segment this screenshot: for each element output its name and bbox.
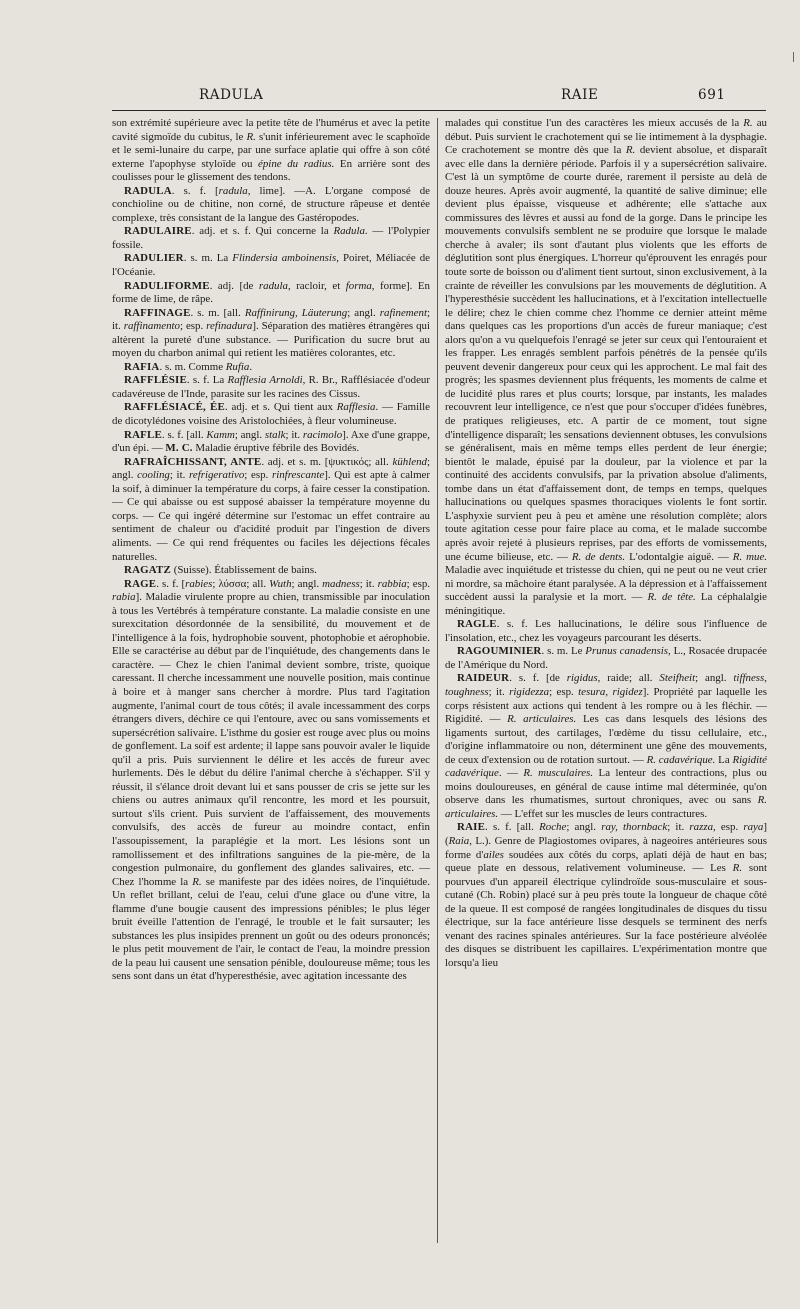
entry-italic-text: Raffinirung, Läuterung [244,306,348,319]
entry-text: ; angl. [291,577,323,590]
dictionary-entry [112,578,430,984]
entry-italic-text: ailes [483,848,504,861]
entry-headword: RADULIFORME [124,279,210,292]
entry-italic-text: épine du radius. [258,157,335,170]
entry-headword: RAFFLÉSIACÉ, ÉE [124,401,225,414]
entry-text: . adj. [de [209,279,259,292]
entry-italic-text: Rafflesia Arnoldi [227,374,303,387]
entry-text: ; λύσσα; all. [212,577,270,590]
entry-text: son extrémité supérieure avec la petite tête de l'humérus et avec la petite cavité sigmoïde du cubitus, le [112,117,430,143]
entry-italic-text: refrigerativo [189,469,245,482]
entry-text: , R. Br., Rafflésiacée d'odeur cadavéreuse de l'Inde, parasite sur les racines des Cissus. [112,374,430,400]
entry-text: . adj. et s. m. [ψυκτικός; all. [261,455,393,468]
entry-italic-text: razza [689,821,714,834]
dictionary-entry [112,185,430,226]
entry-italic-text: Steifheit [659,672,696,685]
entry-text: En arrière sont des coulisses pour le glissement des tendons. [112,157,430,184]
entry-text: Maladie avec inquiétude et tristesse du chien, qui ne peut ou ne veut crier ni mordre, sa mâchoire étant paralysée. A la dépression et à l'affaissement succèdent aussi la paralysie et la mort. — [445,564,767,604]
entry-text: , L.). Genre de Plagiostomes ovipares, à nageoires antérieures sous forme d' [445,834,767,861]
entry-text: . s. f. Les hallucinations, le délire sous l'influence de l'insolation, etc., chez les voyageurs parcourant les déserts. [445,618,767,644]
entry-text: ] ( [445,821,767,847]
entry-italic-text: raya [743,821,764,834]
entry-text: . s. f. [ [156,577,186,590]
entry-text: . s. f. [de [509,672,567,685]
entry-italic-text: Rufia [225,360,250,373]
entry-italic-text: rabies [185,577,213,590]
scan-mark [793,52,794,62]
entry-text: La lenteur des contractions, plus ou moins douloureuses, en général de cause intime mal déterminée, qu'on observe dans les rhumatismes, surtout chroniques, avec ou sans [445,767,767,807]
entry-text: — L'effet sur les muscles de leurs contractures. [498,807,708,820]
left-column [112,117,430,1252]
entry-italic-text: Rafflesia [336,401,376,414]
entry-headword: RAFLE [124,428,162,441]
dictionary-entry [112,307,430,361]
entry-text: La [715,753,733,766]
entry-italic-text: kühlend [392,455,427,468]
entry-text: ; it. [667,821,690,834]
entry-text: . s. f. [all. [161,428,207,441]
entry-text: ; it. [488,685,510,698]
entry-text: , esp. [713,821,744,834]
entry-text: , forme]. En forme de lime, de râpe. [112,279,430,306]
entry-headword: RAFFINAGE [124,306,191,319]
page-number: 691 [698,87,726,103]
entry-text: Les cas dans lesquels des lésions des ligaments surtout, des cartilages, l'œdème du tissu cellulaire, etc., d'origine inflammatoire ou non, déterminent une gêne des mouvements, de ceux d'extension ou de rotation surtout. — [445,713,767,766]
entry-headword: RAFFLÉSIE [124,374,187,387]
entry-text: ]. Axe d'une grappe, d'un épi. — [112,428,430,455]
entry-text: ; esp. [406,577,430,590]
entry-text: . — Famille de dicotylédones voisine des Aristolochiées, à fleur volumineuse. [112,401,430,428]
entry-italic-text: R. mue. [732,550,767,563]
entry-text: ; esp. [549,685,579,698]
entry-text: , raide; all. [597,672,660,685]
entry-headword: RADULIER [124,252,184,265]
dictionary-entry [112,401,430,428]
entry-text: . adj. et s. f. Qui concerne la [191,225,334,238]
entry-italic-text: R. articulaires. [507,713,577,726]
entry-text: , racloir, et [287,279,346,292]
entry-text: ; it. [285,428,303,441]
entry-text: ]. Propriété par laquelle les corps résistent aux actions qui tendent à les rompre ou à les fléchir. — Rigidité. — [445,685,767,726]
dictionary-entry [112,456,430,564]
entry-italic-text: radula [258,279,288,292]
entry-italic-text: R. [246,130,256,143]
entry-italic-text: tesura, rigidez [578,685,643,698]
entry-italic-text: R. musculaires. [523,767,594,780]
entry-italic-text: Wuth [269,577,292,590]
entry-text: . s. m. Le [541,645,586,658]
dictionary-entry [112,117,430,185]
entry-headword: M. C. [165,442,193,455]
entry-italic-text: R. de dents. [571,550,626,563]
dictionary-entry [445,672,767,821]
dictionary-entry [112,225,430,252]
entry-text: au début. Puis survient le crachotement qui se lie intimement à la dysphagie. Ce crachotement se montre dès que la [445,117,767,157]
dictionary-entry [112,252,430,279]
entry-text: s'unit inférieurement avec le scaphoïde et le semi-lunaire du carpe, par une surface aplatie qui offre à son côté externe l'apophyse styloïde ou [112,130,430,170]
entry-italic-text: racimolo [302,428,343,441]
entry-text: ]. Séparation des matières étrangères qui altèrent la pureté d'une substance. — Purification du sucre brut au moyen du charbon animal qui retient les matières colorantes, etc. [112,320,430,360]
entry-headword: RAFIA [124,360,160,373]
entry-italic-text: R. de tête. [647,591,696,604]
entry-text: devient absolue, et disparaît avec elle dans la dernière période. Parfois il y a supersécrétion salivaire. C'est là un symptôme de courte durée, rarement il persiste au delà de douze heures. Après avoir augmenté, la quantité de salive diminue; elle devient plus épaisse, visqueuse et adhérente; elle s'attache aux commissures des lèvres et aussi au fond de la gorge. Dans le principe les mouvements convulsifs semblent ne se produire que lorsque le malade cherche à avaler; ils sont d'autant plus violents que les efforts de déglutition sont plus énergiques. L'horreur qu'éprouvent les enragés pour toute sorte de boisson ou d'aliment tient surtout, sinon exclusivement, à la crainte de réveiller les convulsions par les mouvements de déglutition. A l'hyperesthésie succèdent les hallucinations, et à l'excitation intellectuelle le délire; chez le chien comme chez l'homme ce dernier atteint même dans quelques cas les proportions d'un accès de fureur maniaque; c'est alors qu'on a vu quelquefois l'enragé se jeter sur ceux qui l'entouraient et les frapper. Les enragés semblent parfois pénétrés de la pensée qu'ils peuvent devenir dangereux pour ceux qui les approchent. Le mal fait des progrès; les spasmes deviennent plus fréquents, les moments de calme et de lucidité plus rares et plus courts; lorsque, par instants, les malades recouvrent leur intelligence, ce n'est que pour s'occuper d'idées funèbres, de pratiques religieuses, etc. A partir de ce moment, tout signe d'intelligence disparaît; les sensations deviennent obtuses, les convulsions se généralisent, mais en même temps elles perdent de leur énergie; bientôt le malade, épuisé par la douleur, par la violence et par la continuité des accidents convulsifs, par la privation absolue d'aliments, tombe dans un état d'affaissement dont, de temps en temps, quelques hallucinations ou quelques spasmes thoraciques violents le font sortir. L'asphyxie survient peu à peu et amène une résolution complète; alors toute agitation cesse pour faire place au coma, et le malade succombe après avoir rejeté à plusieurs reprises, par des efforts de vomissements, une écume bilieuse, etc. — [445,144,767,563]
entry-text: ]. Qui est apte à calmer la soif, à diminuer la température du corps, à faire cesser la constipation. — Ce qui abaisse ou est supposé abaisser la température moyenne du corps. — Ce qui ingéré détermine sur l'estomac un effet contraire au sentiment de chaleur ou d'acidité produit par l'ingestion de divers aliments. — Ce qui rend fréquentes ou faciles les déjections fécales naturelles. [112,469,430,563]
header-rule [112,110,766,111]
entry-text: La céphalalgie méningitique. [445,591,767,617]
entry-italic-text: rabbia [377,577,407,590]
entry-text: ; esp. [180,320,207,333]
entry-italic-text: rinfrescante [271,469,325,482]
entry-italic-text: Prunus canadensis [585,645,669,658]
entry-italic-text: Roche [539,821,567,834]
running-header [0,87,800,111]
entry-italic-text: Radula [333,225,365,238]
right-column [445,117,767,1252]
header-right-guide-word: RAIE [561,87,599,103]
dictionary-entry [445,821,767,970]
entry-text: (Suisse). Établissement de bains. [171,564,317,577]
entry-text: ; angl. [112,455,430,482]
entry-italic-text: R. [743,117,753,129]
dictionary-entry [112,374,430,401]
entry-text: ]. Maladie virulente propre au chien, transmissible par inoculation à tous les Vertébrés à température constante. La maladie consiste en une surexcitation désordonnée de la sensibilité, du mouvement et de l'intelligence à la fois, hydrophobie souvent, photophobie et aérophobie. Elle se caractérise au début par de l'inquiétude, des changements dans le caractère. — Chez le chien l'animal devient sombre, triste, quoique caressant. Il cherche incessamment une nouvelle position, mais continue à boire et à manger sans chercher à mordre. Plus tard l'agitation augmente, l'animal court de tous côtés; il avale incessamment des corps étrangers divers, déchire ce qui l'entoure, avec ou sans vomissements et supersécrétion salivaire. L'isthme du gosier est rouge avec plus ou moins de gonflement. La soif est ardente; il lappe sans pouvoir avaler le liquide qu'il a pris. Puis surviennent le délire et les accès de fureur avec hurlements. Dès le début du délire l'animal cherche à s'échapper. S'il y réussit, il s'élance droit devant lui et sans pousser de cris se jette sur les chiens ou autres animaux qu'il rencontre, les mord et les poursuit, surtout s'ils crient. Puis survient de l'affaissement, des mouvements convulsifs, des accès de fureur au moindre contact, enfin l'assoupissement, la paraplégie et la mort. Les lésions sont un ramollissement et des infiltrations sanguines de la pie-mère, de la congestion pulmonaire, du gonflement des glandes salivaires, etc. — Chez l'homme la [112,591,430,888]
entry-text: ; angl. [347,306,380,319]
entry-text: se manifeste par des idées noires, de l'inquiétude. Un reflet brillant, celui de l'eau, celui d'une glace ou d'une vitre, la flamme d'une bougie causent des impressions pénibles; le plus léger bruit éveille l'attention de l'enragé, le trouble et le fait sursauter; les substances les plus insipides prennent un goût ou des odeurs prononcés; le plus petit mouvement de l'air, le contact de l'eau, la moindre pression de la peau lui causent une sensation pénible, douloureuse même; tous les sens sont dans un état d'hyperesthésie, avec agitation incessante des [112,875,430,983]
entry-italic-text: tiffness, toughness [445,672,767,698]
entry-text: malades qui constitue l'un des caractères les mieux accusés de la [445,117,744,129]
entry-italic-text: R. [192,875,202,888]
entry-italic-text: refinadura [206,320,253,333]
entry-headword: RAFRAÎCHISSANT, ANTE [124,455,262,468]
entry-italic-text: rigidezza [509,685,550,698]
entry-italic-text: R. [732,862,743,875]
entry-text: . s. f. [ [171,184,219,197]
entry-text: . — [498,767,524,780]
dictionary-entry [112,429,430,456]
entry-italic-text: rabia [112,591,136,604]
entry-headword: RAGATZ [124,564,171,577]
entry-headword: RAGLE [457,618,497,631]
dictionary-entry [445,117,767,618]
entry-headword: RAGE [124,577,157,590]
dictionary-entry [445,645,767,672]
entry-headword: RAGOUMINIER [457,645,542,658]
entry-italic-text: R. articulaires. [445,794,767,820]
entry-text: ; angl. [566,821,602,834]
entry-text: L'odontalgie aiguë. — [625,550,733,563]
entry-italic-text: Kamm [206,428,235,441]
entry-text: Maladie éruptive fébrile des Bovidés. [192,442,360,455]
entry-italic-text: R. cadavérique. [646,753,716,766]
entry-text: ; angl. [234,428,265,441]
entry-text: . s. m. [all. [190,306,245,319]
entry-text: , Poiret, Méliacée de l'Océanie. [112,252,430,279]
entry-italic-text: rafinement [379,306,427,319]
column-divider [437,118,438,1243]
dictionary-entry [112,280,430,307]
entry-text: ; angl. [695,672,734,685]
entry-italic-text: forma [345,279,372,292]
entry-italic-text: stalk [264,428,286,441]
entry-headword: RAIE [457,821,486,834]
entry-italic-text: rigidus [566,672,598,685]
entry-text: ; it. [169,469,190,482]
entry-text: , L., Rosacée drupacée de l'Amérique du Nord. [445,645,767,671]
entry-text: ; it. [112,306,430,333]
entry-headword: RADULA [124,184,172,197]
entry-text: . s. f. La [186,374,228,387]
entry-italic-text: ray, thornback [601,821,668,834]
entry-text: . [249,360,253,373]
dictionary-entry [112,361,430,375]
entry-italic-text: R. [625,144,636,157]
entry-headword: RADULAIRE [124,225,192,238]
entry-italic-text: Flindersia amboinensis [232,252,337,265]
entry-text: sont pourvues d'un appareil électrique cylindroïde sous-musculaire et sous-cutané (Ch. Robin) placé sur à peu près toute la longueur de chaque côté de la queue. Il est composé de rangées longitudinales de disques du tissu électrique, sur la face antérieure lisse desquels se terminent des nerfs venant des racines spinales antérieures. Sur la face postérieure alvéolée des disques se distribuent les capillaires. L'expérimentation montre que lorsqu'a lieu [445,862,767,969]
entry-text: . adj. et s. Qui tient aux [224,401,337,414]
entry-italic-text: madness [322,577,360,590]
entry-text: , lime]. —A. L'organe composé de conchioline ou de chitine, non corné, de structure râpeuse et dentée complexe, très consistant de la langue des Gastéropodes. [112,184,430,224]
entry-text: ; it. [359,577,378,590]
entry-text: . — l'Polypier fossile. [112,225,430,251]
entry-text: . s. f. [all. [485,821,540,834]
dictionary-entry [445,618,767,645]
header-left-guide-word: RADULA [199,87,264,103]
entry-text: . s. m. Comme [159,360,226,373]
entry-italic-text: Raia [448,834,470,847]
entry-italic-text: radula [218,184,248,197]
entry-italic-text: raffinamento [123,320,180,333]
dictionary-entry [112,564,430,578]
entry-italic-text: Rigidité cadavérique [445,753,767,780]
entry-text: soudées aux côtés du corps, aplati déjà de haut en bas; queue plate en dessous, relativement volumineuse. — Les [445,848,767,875]
entry-headword: RAIDEUR [457,672,510,685]
entry-italic-text: cooling [137,469,170,482]
entry-text: ; esp. [244,469,272,482]
entry-text: . s. m. La [183,252,233,265]
